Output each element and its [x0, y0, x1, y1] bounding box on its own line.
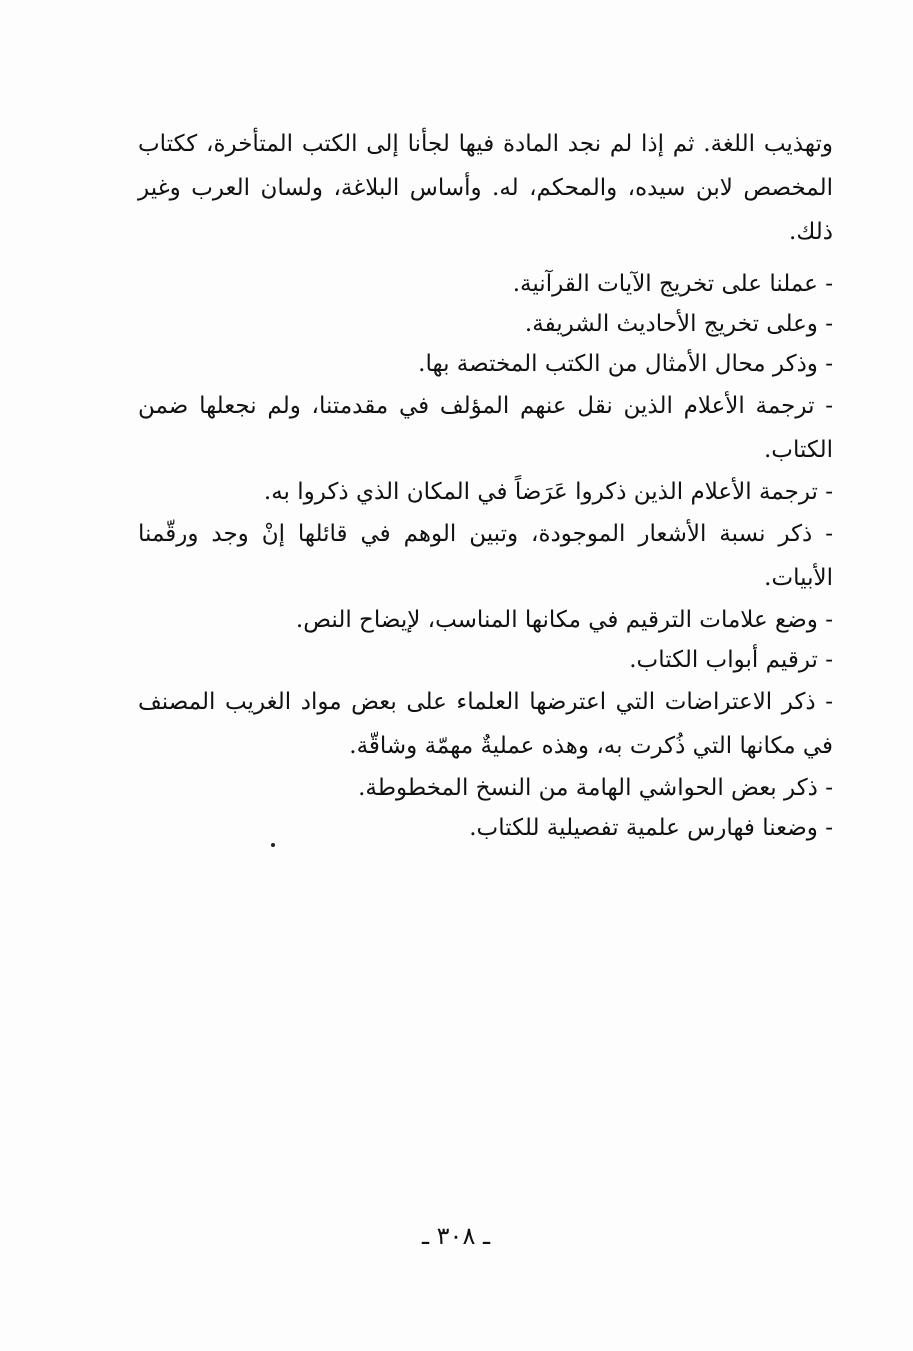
list-item: - ذكر بعض الحواشي الهامة من النسخ المخطوطة. — [358, 775, 833, 801]
list-item: - ذكر نسبة الأشعار الموجودة، وتبين الوهم في قائلها إنْ وجد ورقّمنا الأبيات. — [138, 521, 833, 591]
list-item: - ترجمة الأعلام الذين نقل عنهم المؤلف في مقدمتنا، ولم نجعلها ضمن الكتاب. — [138, 393, 833, 463]
page-number: ـ ٣٠٨ ـ — [421, 1222, 490, 1250]
list-item: - وضع علامات الترقيم في مكانها المناسب، لإيضاح النص. — [295, 607, 833, 633]
list-item: - ذكر الاعتراضات التي اعترضها العلماء على بعض مواد الغريب المصنف في مكانها التي ذُكرت به، وهذه عمليةٌ مهمّة وشاقّة. — [138, 689, 833, 759]
list-item: - وضعنا فهارس علمية تفصيلية للكتاب. — [469, 815, 833, 841]
list-item: - عملنا على تخريج الآيات القرآنية. — [512, 271, 833, 297]
list-item: - ترقيم أبواب الكتاب. — [629, 647, 833, 673]
method-list — [138, 264, 833, 848]
intro-text: وتهذيب اللغة. ثم إذا لم نجد المادة فيها لجأنا إلى الكتب المتأخرة، ككتاب المخصص لابن سيده، والمحكم، له. وأساس البلاغة، ولسان العرب وغير ذلك. — [138, 131, 833, 245]
list-item: - ترجمة الأعلام الذين ذكروا عَرَضاً في المكان الذي ذكروا به. — [263, 479, 833, 505]
stray-dot-mark — [271, 843, 275, 847]
intro-paragraph — [138, 122, 833, 254]
list-item: - وعلى تخريج الأحاديث الشريفة. — [524, 311, 833, 337]
list-item: - وذكر محال الأمثال من الكتب المختصة بها. — [418, 351, 833, 377]
